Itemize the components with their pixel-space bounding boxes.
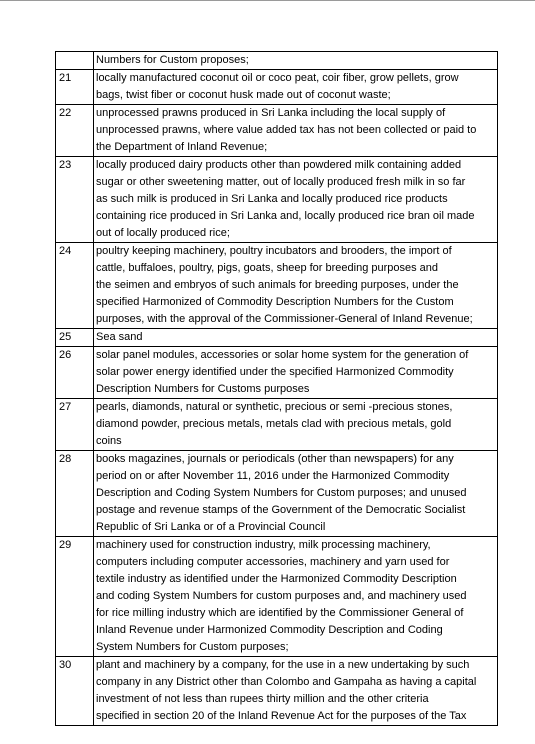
table-row: [56, 52, 498, 70]
description-line: the Department of Inland Revenue;: [96, 141, 268, 153]
item-number: 27: [56, 399, 94, 451]
table-row: [56, 243, 498, 329]
description-line: System Numbers for Custom purposes;: [96, 641, 289, 653]
item-description: [94, 347, 498, 399]
table-row: [56, 157, 498, 243]
description-line: sugar or other sweetening matter, out of locally produced fresh milk in so far: [96, 176, 466, 188]
item-description: [94, 105, 498, 157]
description-line: company in any District other than Colombo and Gampaha as having a capital: [96, 676, 477, 688]
description-line: specified in section 20 of the Inland Revenue Act for the purposes of the Tax: [96, 710, 467, 722]
description-line: solar panel modules, accessories or solar home system for the generation of: [96, 349, 469, 361]
item-number: [56, 52, 94, 70]
description-line: as such milk is produced in Sri Lanka and locally produced rice products: [96, 193, 448, 205]
item-description: [94, 329, 498, 347]
item-description: [94, 52, 498, 70]
table-body: [56, 52, 498, 726]
description-line: textile industry as identified under the Harmonized Commodity Description: [96, 573, 457, 585]
description-line: bags, twist fiber or coconut husk made out of coconut waste;: [96, 89, 391, 101]
description-line: period on or after November 11, 2016 under the Harmonized Commodity: [96, 470, 450, 482]
item-number: 22: [56, 105, 94, 157]
description-line: computers including computer accessories, machinery and yarn used for: [96, 556, 450, 568]
page-top-rule: [0, 0, 535, 1]
description-line: books magazines, journals or periodicals (other than newspapers) for any: [96, 453, 454, 465]
description-line: unprocessed prawns produced in Sri Lanka including the local supply of: [96, 107, 446, 119]
table-row: [56, 451, 498, 537]
item-description: [94, 399, 498, 451]
item-description: [94, 657, 498, 726]
description-line: out of locally produced rice;: [96, 227, 230, 239]
description-line: poultry keeping machinery, poultry incubators and brooders, the import of: [96, 245, 452, 257]
description-line: coins: [96, 435, 122, 447]
description-line: Numbers for Custom proposes;: [96, 54, 249, 66]
item-number: 24: [56, 243, 94, 329]
description-line: the seimen and embryos of such animals for breeding purposes, under the: [96, 279, 459, 291]
description-line: locally produced dairy products other than powdered milk containing added: [96, 159, 462, 171]
description-line: cattle, buffaloes, poultry, pigs, goats, sheep for breeding purposes and: [96, 262, 439, 274]
table-row: [56, 537, 498, 657]
item-description: [94, 537, 498, 657]
item-description: [94, 70, 498, 105]
item-number: 25: [56, 329, 94, 347]
description-line: solar power energy identified under the specified Harmonized Commodity: [96, 366, 454, 378]
description-line: machinery used for construction industry, milk processing machinery,: [96, 539, 431, 551]
description-line: Description and Coding System Numbers for Custom purposes; and unused: [96, 487, 467, 499]
description-line: plant and machinery by a company, for the use in a new undertaking by such: [96, 659, 470, 671]
description-line: Republic of Sri Lanka or of a Provincial Council: [96, 521, 326, 533]
description-line: specified Harmonized of Commodity Description Numbers for the Custom: [96, 296, 454, 308]
description-line: unprocessed prawns, where value added tax has not been collected or paid to: [96, 124, 477, 136]
table-row: [56, 70, 498, 105]
description-line: Description Numbers for Customs purposes: [96, 383, 310, 395]
description-line: Sea sand: [96, 331, 143, 343]
table-row: [56, 399, 498, 451]
item-number: 23: [56, 157, 94, 243]
exempt-items-table: [55, 51, 498, 726]
item-number: 29: [56, 537, 94, 657]
item-number: 21: [56, 70, 94, 105]
description-line: pearls, diamonds, natural or synthetic, precious or semi -precious stones,: [96, 401, 453, 413]
item-number: 28: [56, 451, 94, 537]
item-description: [94, 157, 498, 243]
table-row: [56, 657, 498, 726]
table-row: [56, 329, 498, 347]
description-line: diamond powder, precious metals, metals clad with precious metals, gold: [96, 418, 452, 430]
item-number: 26: [56, 347, 94, 399]
description-line: containing rice produced in Sri Lanka and, locally produced rice bran oil made: [96, 210, 475, 222]
description-line: for rice milling industry which are identified by the Commissioner General of: [96, 607, 464, 619]
item-description: [94, 243, 498, 329]
table-row: [56, 347, 498, 399]
item-number: 30: [56, 657, 94, 726]
description-line: locally manufactured coconut oil or coco peat, coir fiber, grow pellets, grow: [96, 72, 459, 84]
description-line: and coding System Numbers for custom purposes and, and machinery used: [96, 590, 467, 602]
item-description: [94, 451, 498, 537]
table-row: [56, 105, 498, 157]
description-line: investment of not less than rupees thirty million and the other criteria: [96, 693, 429, 705]
description-line: postage and revenue stamps of the Government of the Democratic Socialist: [96, 504, 466, 516]
description-line: purposes, with the approval of the Commissioner-General of Inland Revenue;: [96, 313, 473, 325]
description-line: Inland Revenue under Harmonized Commodity Description and Coding: [96, 624, 443, 636]
